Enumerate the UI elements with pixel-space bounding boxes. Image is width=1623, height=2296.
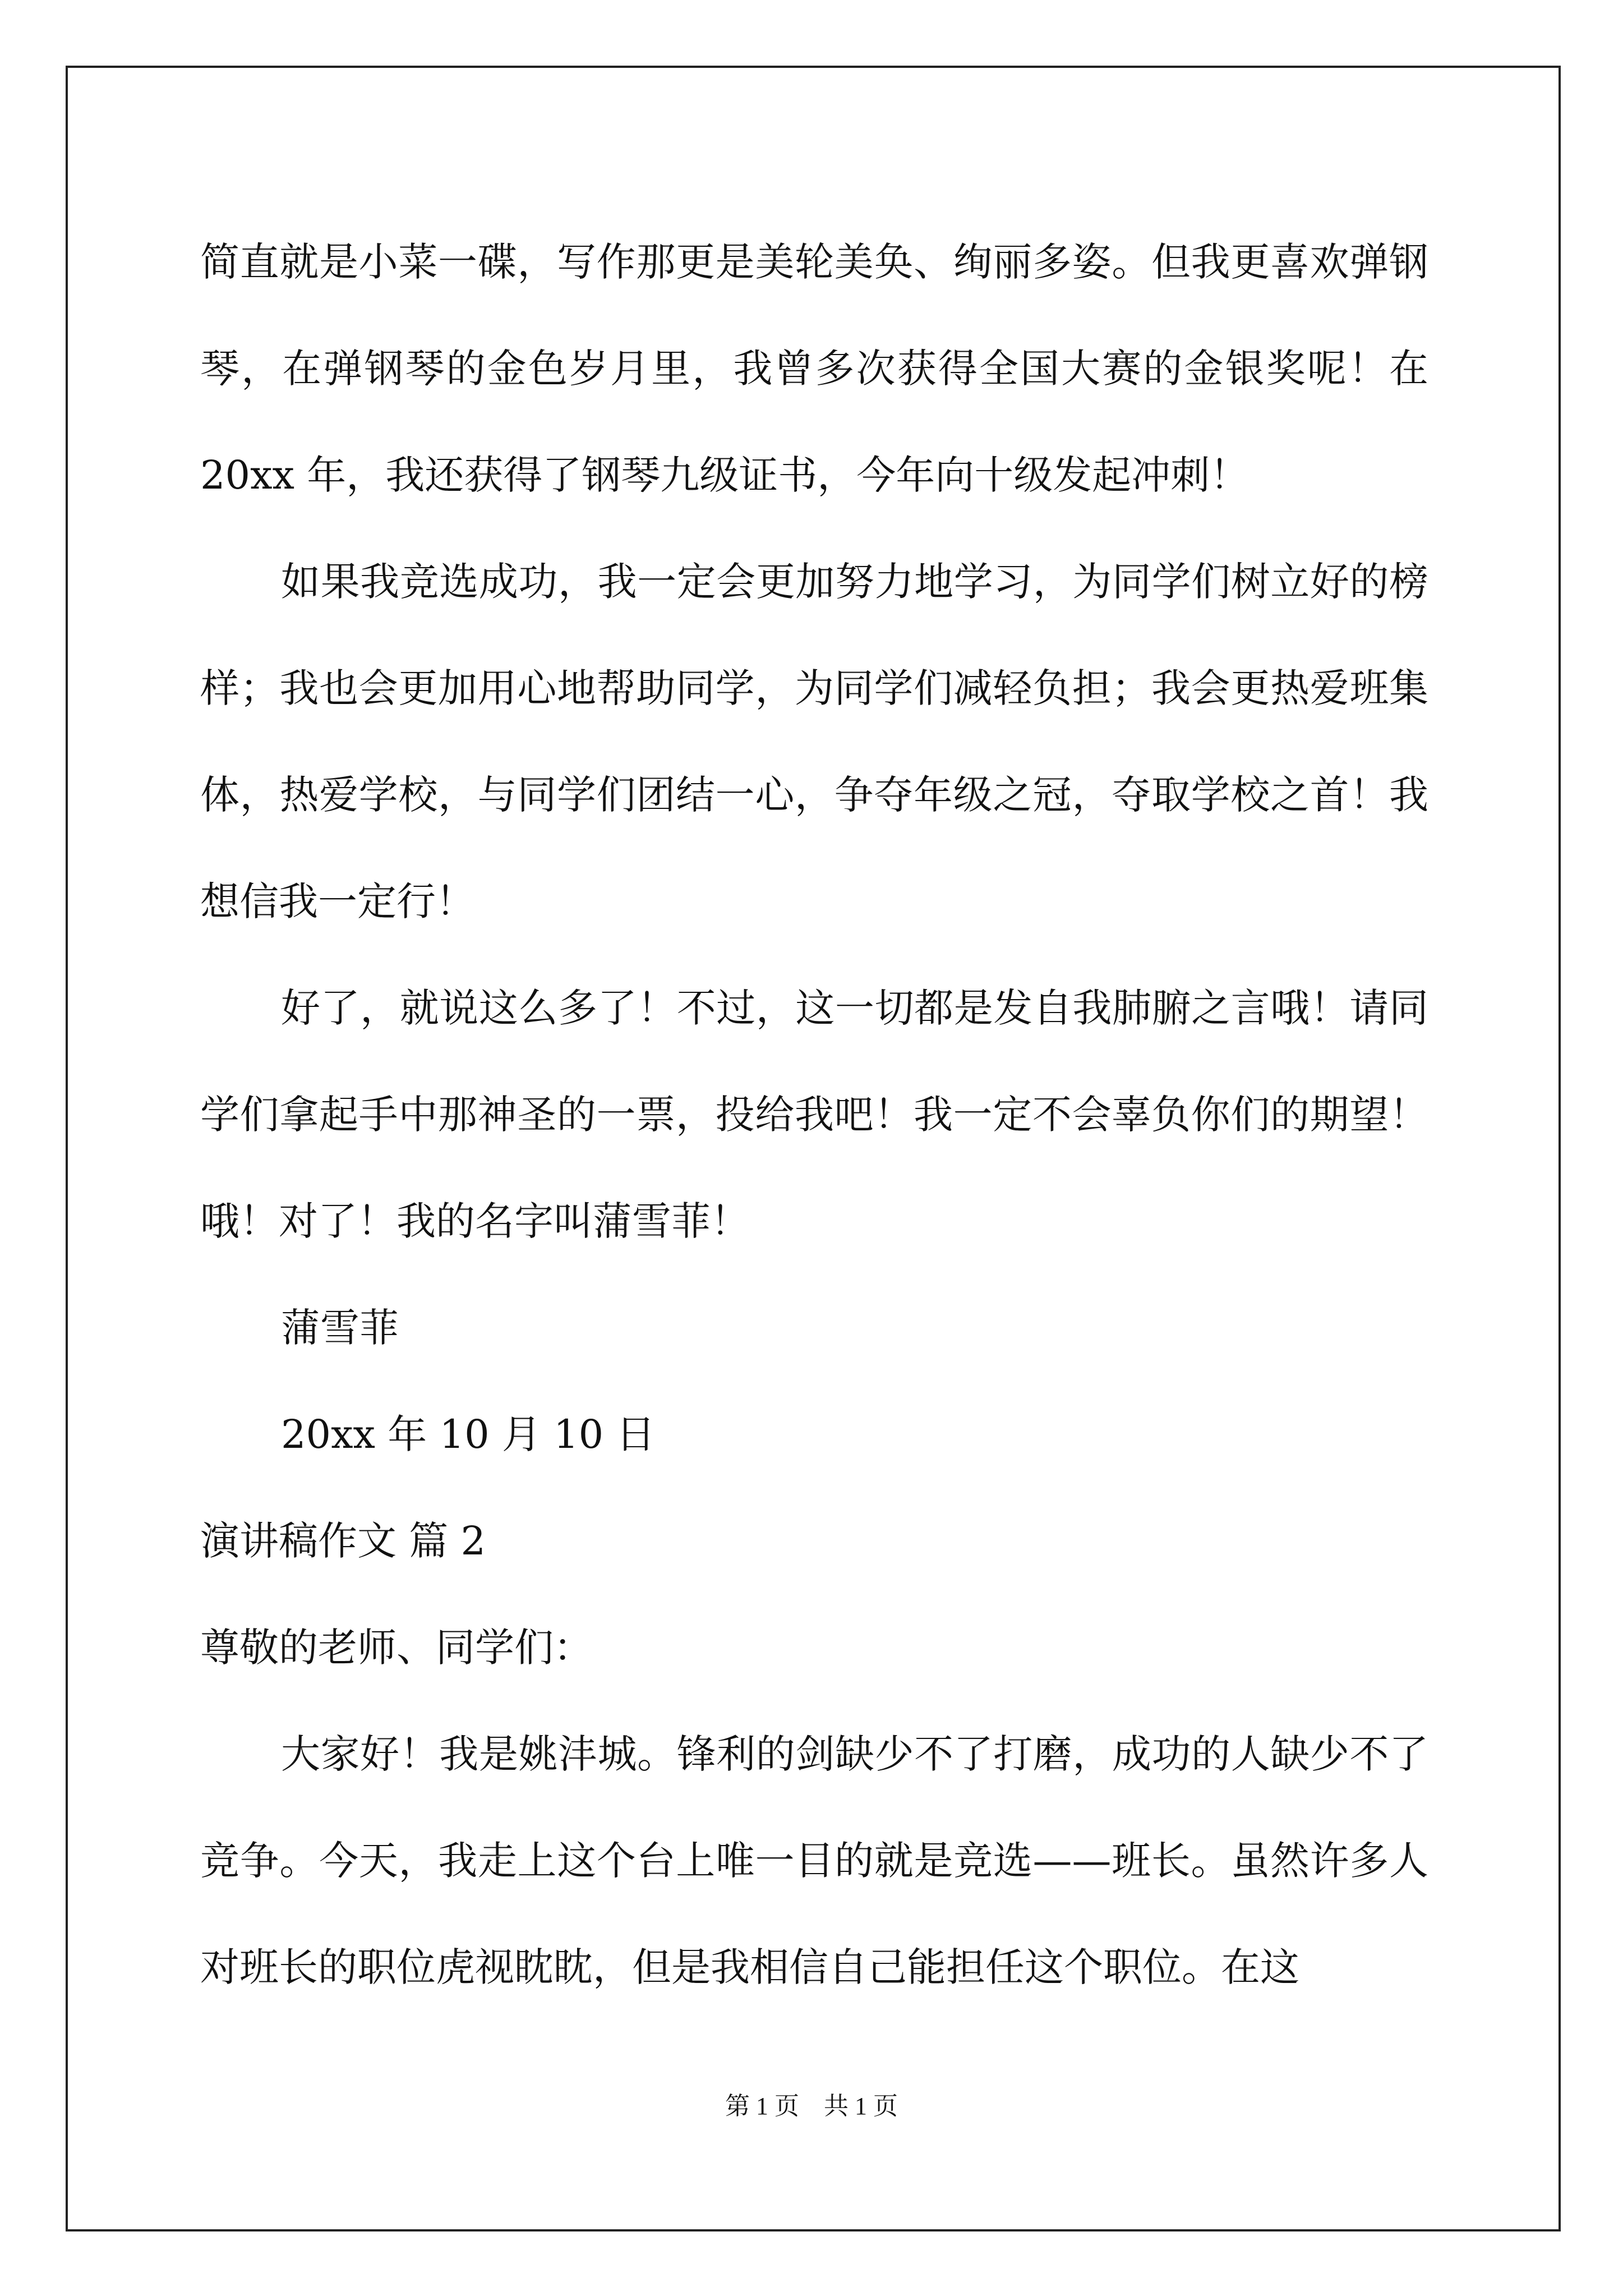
document-body (200, 209, 1428, 2021)
page-number-footer: 第 1 页 共 1 页 (725, 2092, 898, 2120)
signature-name: 蒲雪菲 (281, 1305, 399, 1351)
paragraph-introduction: 大家好！我是姚沣城。锋利的剑缺少不了打磨，成功的人缺少不了竞争。今天，我走上这个台上唯一目的就是竞选——班长。虽然许多人对班长的职位虎视眈眈，但是我相信自己能担任这个职位。在这 (200, 1731, 1428, 1990)
paragraph-campaign-promise: 如果我竞选成功，我一定会更加努力地学习，为同学们树立好的榜样；我也会更加用心地帮助同学，为同学们减轻负担；我会更热爱班集体，热爱学校，与同学们团结一心，争夺年级之冠，夺取学校之首！我想信我一定行！ (200, 559, 1428, 924)
salutation: 尊敬的老师、同学们： (200, 1625, 593, 1671)
paragraph-continuation: 简直就是小菜一碟，写作那更是美轮美奂、绚丽多姿。但我更喜欢弹钢琴，在弹钢琴的金色岁月里，我曾多次获得全国大赛的金银奖呢！在 20xx 年，我还获得了钢琴九级证书，今年向十级发起冲刺！ (200, 239, 1428, 498)
section-heading: 演讲稿作文 篇 2 (200, 1518, 486, 1564)
signature-date: 20xx 年 10 月 10 日 (281, 1411, 656, 1457)
paragraph-closing: 好了，就说这么多了！不过，这一切都是发自我肺腑之言哦！请同学们拿起手中那神圣的一票，投给我吧！我一定不会辜负你们的期望！哦！对了！我的名字叫蒲雪菲！ (200, 985, 1428, 1244)
